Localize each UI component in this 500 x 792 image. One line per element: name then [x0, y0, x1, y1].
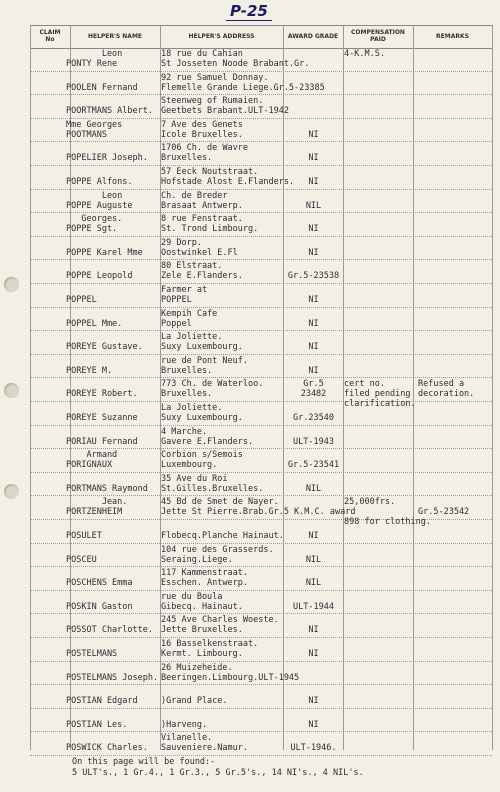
punch-hole-middle: [4, 383, 19, 398]
helper-address: Farmer at POPPEL: [161, 285, 208, 305]
award-grade: NI: [308, 318, 319, 329]
helper-name: POOLEN Fernand: [66, 82, 138, 93]
table-row-rule: [30, 377, 492, 378]
helper-name: POPELIER Joseph.: [66, 153, 148, 164]
helper-address: rue de Pont Neuf. Bruxelles.: [161, 355, 248, 376]
helper-address: 18 rue du Cahian St Josseten Noode Brabant.Gr.: [161, 49, 310, 69]
helper-address: Vilanelle. Sauveniere.Namur.: [161, 733, 248, 754]
award-grade: NI: [308, 129, 319, 140]
award-grade: Gr.5 23482: [300, 379, 327, 400]
helper-name: Armand PORIGNAUX: [66, 450, 118, 471]
table-row-rule: [30, 566, 492, 567]
table-row-rule: [30, 94, 492, 95]
helper-name: POSTIAN Les.: [66, 719, 128, 730]
helper-name: POSWICK Charles.: [66, 743, 148, 754]
helper-name: Georges. POPPE Sgt.: [66, 214, 123, 235]
helper-address: 45 Bd de Smet de Nayer. Jette St Pierre.Brab.Gr.5 K.M.C. award: [161, 497, 356, 518]
helper-name: POSULET: [66, 531, 102, 541]
award-grade: NI: [308, 696, 319, 707]
helper-address: La Joliette. Suxy Luxembourg.: [161, 403, 243, 423]
page-label-underline: [226, 20, 272, 21]
table-row-rule: [30, 283, 492, 284]
helper-address: 80 Elstraat. Zele E.Flanders.: [161, 261, 243, 282]
helper-address: Steenweg of Rumaien. Geetbets Brabant.ULT-1942: [161, 96, 289, 117]
helper-name: POREYE Robert.: [66, 389, 138, 400]
table-row-rule: [30, 472, 492, 473]
table-row-rule: [30, 118, 492, 119]
helper-name: POPPE Leopold: [66, 271, 133, 282]
award-grade: NI: [308, 365, 319, 376]
award-grade: ULT-1944: [293, 601, 334, 612]
compensation-paid: cert no. filed pending clarification.: [344, 379, 416, 410]
helper-name: Leon POPPE Auguste: [66, 190, 133, 211]
table-row-rule: [30, 236, 492, 237]
compensation-paid: 4-K.M.S.: [344, 49, 385, 59]
award-grade: NIL: [305, 200, 322, 211]
table-row-rule: [30, 448, 492, 449]
award-grade: NIL: [305, 483, 322, 494]
award-grade: ULT-1946.: [290, 743, 337, 754]
helper-name: POPPE Karel Mme: [66, 247, 143, 258]
header-compensation: COMPENSATION PAID: [343, 25, 413, 49]
award-grade: Gr.5-23538: [287, 271, 340, 282]
table-row-rule: [30, 637, 492, 638]
award-grade: NI: [308, 224, 319, 235]
table-row-rule: [30, 212, 492, 213]
award-grade: ULT-1943: [293, 436, 334, 447]
helper-address: )Harveng.: [161, 719, 208, 730]
helper-name: Jean. PORTZENHEIM: [66, 497, 128, 518]
footer-line-2: 5 ULT's., 1 Gr.4., 1 Gr.3., 5 Gr.5's., 14 NI's., 4 NIL's.: [72, 768, 364, 778]
award-grade: NIL: [305, 554, 322, 565]
helper-address: 35 Ave du Roi St.Gilles.Bruxelles.: [161, 473, 264, 494]
table-row-rule: [30, 330, 492, 331]
header-name: HELPER'S NAME: [70, 25, 160, 49]
helper-name: POORTMANS Albert.: [66, 106, 153, 117]
award-grade: NI: [308, 247, 319, 258]
helper-name: Leon PONTY Rene: [66, 49, 123, 69]
remarks: Gr.5-23542: [418, 507, 470, 518]
header-remarks: REMARKS: [413, 25, 492, 49]
helper-address: Flobecq.Planche Hainaut.: [161, 531, 284, 541]
table-row-rule: [30, 141, 492, 142]
table-row-rule: [30, 495, 492, 496]
helper-name: POSTELMANS Joseph.: [66, 672, 159, 683]
helper-name: Mme Georges POOTMANS: [66, 119, 123, 140]
helper-address: 16 Basselkenstraat. Kermt. Limbourg.: [161, 639, 259, 659]
helper-name: POPPEL Mme.: [66, 318, 123, 329]
helper-name: PORTMANS Raymond: [66, 483, 148, 494]
table-row-rule: [30, 543, 492, 544]
award-grade: NI: [308, 531, 319, 541]
helper-address: rue du Boula Gibecq. Hainaut.: [161, 591, 243, 612]
table-row-rule: [30, 307, 492, 308]
footer-line-1: On this page will be found:-: [72, 757, 216, 767]
column-rule: [283, 25, 284, 750]
helper-address: Corbion s/Semois Luxembourg.: [161, 450, 243, 471]
helper-name: POSTIAN Edgard: [66, 696, 138, 707]
helper-address: 7 Ave des Genets Icole Bruxelles.: [161, 119, 243, 140]
award-grade: NI: [308, 295, 319, 305]
helper-name: POREYE Gustave.: [66, 342, 143, 353]
header-grade: AWARD GRADE: [283, 25, 343, 49]
header-claim: CLAIM No: [30, 25, 70, 49]
helper-name: POREYE Suzanne: [66, 413, 138, 423]
compensation-paid: 25,000frs. 898 for clothing.: [344, 497, 431, 528]
helper-name: POREYE M.: [66, 365, 113, 376]
punch-hole-top: [4, 277, 19, 292]
table-row-rule: [30, 71, 492, 72]
helper-name: POSKIN Gaston: [66, 601, 133, 612]
helper-address: Kempih Cafe Poppel: [161, 308, 218, 329]
award-grade: Gr.5-23541: [287, 460, 340, 471]
table-row-rule: [30, 425, 492, 426]
award-grade: NI: [308, 719, 319, 730]
helper-address: Ch. de Breder Brasaat Antwerp.: [161, 190, 243, 211]
helper-name: POSCHENS Emma: [66, 578, 133, 589]
header-address: HELPER'S ADDRESS: [160, 25, 283, 49]
table-row-rule: [30, 259, 492, 260]
helper-address: 92 rue Samuel Donnay. Flemelle Grande Liege.Gr.5-23385: [161, 72, 325, 93]
table-row-rule: [30, 661, 492, 662]
helper-address: 57 Eeck Noutstraat. Hofstade Alost E.Flanders.: [161, 167, 295, 187]
helper-address: )Grand Place.: [161, 696, 228, 707]
helper-name: PORIAU Fernand: [66, 436, 138, 447]
helper-address: 8 rue Fenstraat. St. Trond Limbourg.: [161, 214, 259, 235]
column-rule: [30, 25, 31, 750]
helper-address: 245 Ave Charles Woeste. Jette Bruxelles.: [161, 615, 279, 636]
table-row-rule: [30, 189, 492, 190]
award-grade: NI: [308, 649, 319, 659]
table-row-rule: [30, 755, 492, 756]
award-grade: NIL: [305, 578, 322, 589]
page-label: P-25: [230, 2, 268, 20]
helper-name: POPPEL: [66, 295, 97, 305]
award-grade: NI: [308, 177, 319, 187]
helper-name: POSCEU: [66, 554, 97, 565]
table-row-rule: [30, 613, 492, 614]
helper-address: 4 Marche. Gavere E.Flanders.: [161, 426, 254, 447]
table-row-rule: [30, 165, 492, 166]
helper-name: POPPE Alfons.: [66, 177, 133, 187]
award-grade: NI: [308, 625, 319, 636]
helper-address: 104 rue des Grasserds. Seraing.Liege.: [161, 544, 274, 565]
helper-name: POSSOT Charlotte.: [66, 625, 153, 636]
helper-address: 117 Kammenstraat. Esschen. Antwerp.: [161, 568, 248, 589]
helper-address: 26 Muizeheide. Beeringen.Limbourg.ULT-1945: [161, 662, 300, 683]
helper-name: POSTELMANS: [66, 649, 118, 659]
award-grade: NI: [308, 342, 319, 353]
helper-address: 29 Dorp. Oostwinkel E.Fl: [161, 237, 238, 258]
award-grade: NI: [308, 153, 319, 164]
award-grade: Gr.23540: [293, 413, 334, 423]
column-rule: [492, 25, 493, 750]
table-row-rule: [30, 684, 492, 685]
table-row-rule: [30, 731, 492, 732]
table-row-rule: [30, 401, 492, 402]
table-row-rule: [30, 708, 492, 709]
helper-address: 773 Ch. de Waterloo. Bruxelles.: [161, 379, 264, 400]
table-row-rule: [30, 590, 492, 591]
remarks: Refused a decoration.: [418, 379, 475, 400]
table-row-rule: [30, 354, 492, 355]
helper-address: 1706 Ch. de Wavre Bruxelles.: [161, 143, 248, 164]
helper-address: La Joliette. Suxy Luxembourg.: [161, 332, 243, 353]
punch-hole-bottom: [4, 484, 19, 499]
